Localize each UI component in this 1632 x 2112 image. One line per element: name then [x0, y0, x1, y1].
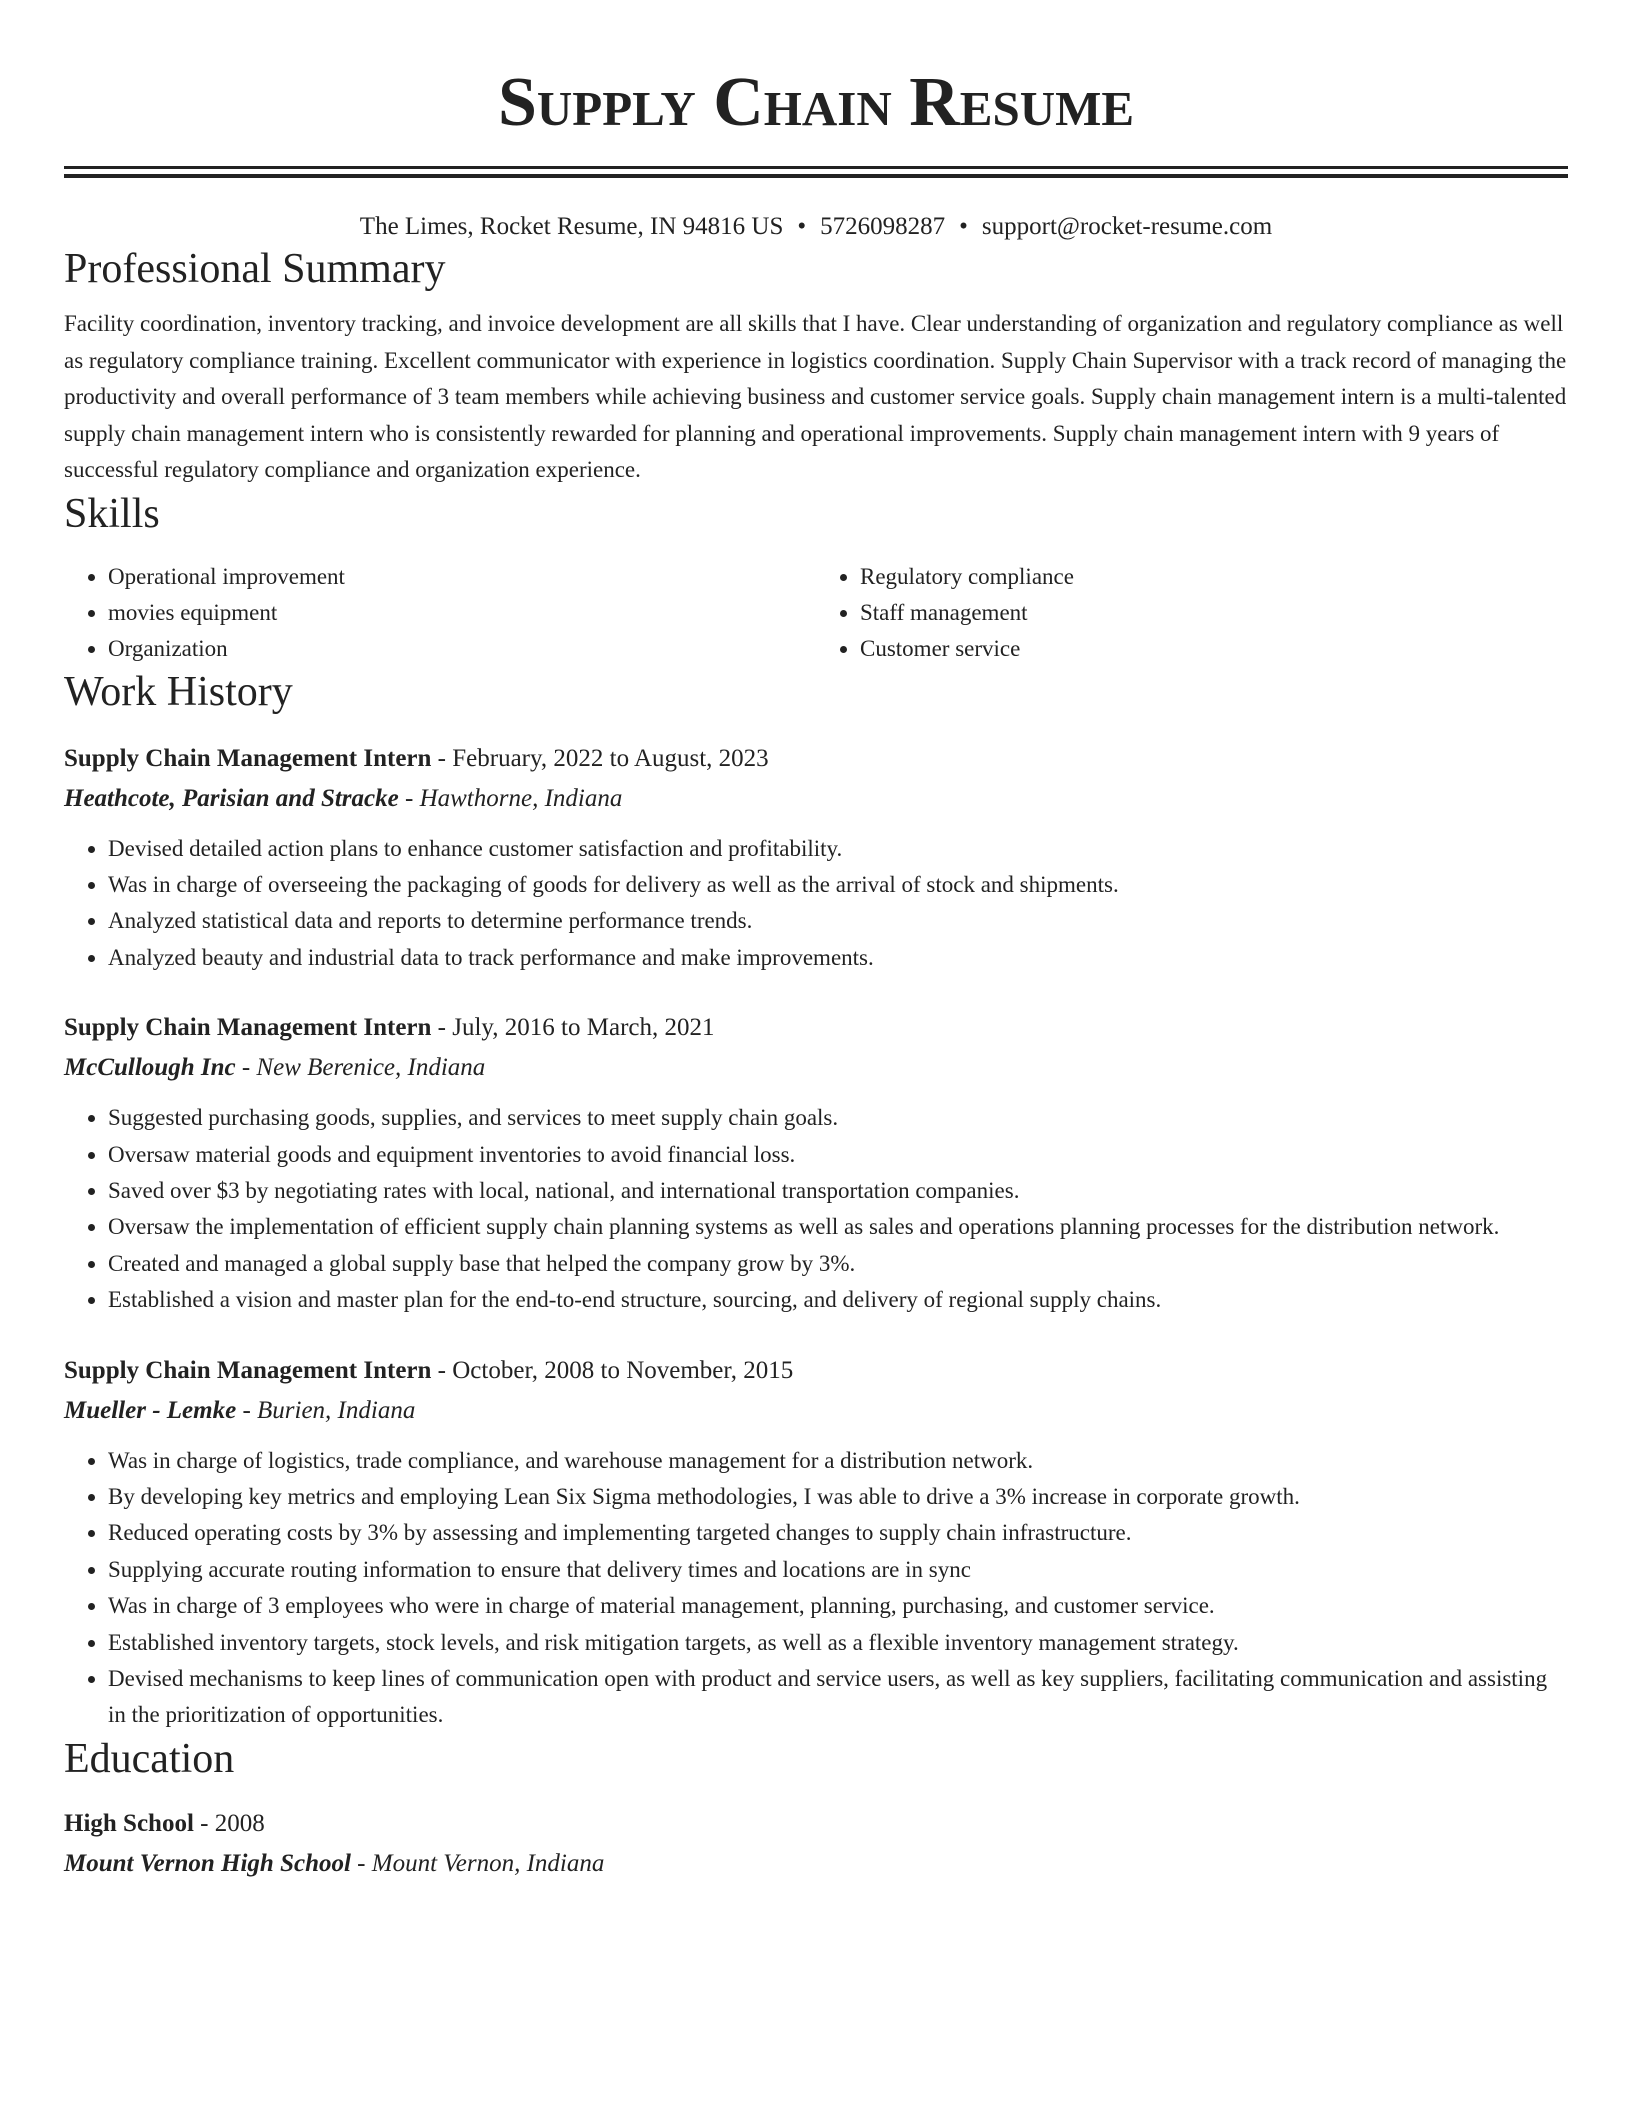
dash: - [236, 1396, 258, 1424]
list-item: • Oversaw the implementation of efficient supply chain planning systems as well as sales and operations planning processes for the distribution network. [108, 1209, 1568, 1245]
work-history-heading: Work History [64, 668, 293, 715]
list-item: • Established a vision and master plan for the end-to-end structure, sourcing, and delivery of regional supply chains. [108, 1282, 1568, 1318]
education-heading: Education [64, 1735, 235, 1782]
skills-heading: Skills [64, 490, 160, 537]
list-item: • Oversaw material goods and equipment inventories to avoid financial loss. [108, 1137, 1568, 1173]
dash: - [431, 1014, 453, 1042]
list-item: • Supplying accurate routing information to ensure that delivery times and locations are in sync [108, 1552, 1568, 1588]
job-company: Mueller - Lemke [64, 1396, 237, 1424]
title-divider-thick [64, 166, 1568, 169]
list-item: • Analyzed statistical data and reports to determine performance trends. [108, 903, 1568, 939]
contact-email: support@rocket-resume.com [981, 213, 1273, 240]
job-spacer [64, 1319, 1568, 1351]
contact-phone: 5726098287 [820, 213, 946, 240]
resume-title: Supply Chain Resume [497, 64, 1135, 141]
education-year: 2008 [214, 1809, 265, 1837]
list-item: • Devised detailed action plans to enhance customer satisfaction and profitability. [108, 831, 1568, 867]
education-degree: High School [64, 1809, 194, 1837]
skills-column-right [816, 559, 1568, 667]
skill-item: • Organization [108, 631, 816, 667]
list-item: • Created and managed a global supply base that helped the company grow by 3%. [108, 1246, 1568, 1282]
dash: - [398, 784, 420, 812]
job-dates: July, 2016 to March, 2021 [452, 1014, 715, 1042]
job-company-line [64, 779, 1568, 819]
job-dates: February, 2022 to August, 2023 [452, 744, 769, 772]
contact-line [64, 210, 1568, 244]
dash: - [431, 1356, 453, 1384]
education-degree-line [64, 1804, 1568, 1844]
job-title: Supply Chain Management Intern [64, 744, 432, 772]
job-title-line [64, 739, 1568, 779]
skill-item: • Staff management [860, 595, 1568, 631]
job-company-line [64, 1391, 1568, 1431]
education-school: Mount Vernon High School [64, 1849, 351, 1877]
job-title: Supply Chain Management Intern [64, 1014, 432, 1042]
skill-item: • Customer service [860, 631, 1568, 667]
list-item: • Saved over $3 by negotiating rates with local, national, and international transportation companies. [108, 1173, 1568, 1209]
skill-item: • Regulatory compliance [860, 559, 1568, 595]
list-item: • Suggested purchasing goods, supplies, and services to meet supply chain goals. [108, 1100, 1568, 1136]
list-item: • By developing key metrics and employing Lean Six Sigma methodologies, I was able to drive a 3% increase in corporate growth. [108, 1479, 1568, 1515]
dash: - [235, 1054, 257, 1082]
list-item: • Analyzed beauty and industrial data to track performance and make improvements. [108, 940, 1568, 976]
job-bullets [64, 831, 1568, 977]
dash: - [193, 1809, 215, 1837]
skill-item: • Operational improvement [108, 559, 816, 595]
list-item: • Was in charge of logistics, trade compliance, and warehouse management for a distribution network. [108, 1443, 1568, 1479]
job-title-line [64, 1351, 1568, 1391]
summary-heading: Professional Summary [64, 246, 446, 292]
contact-separator: • [959, 213, 968, 240]
contact-separator: • [797, 213, 807, 240]
title-divider-thin [64, 174, 1568, 178]
job-company: Heathcote, Parisian and Stracke [64, 784, 399, 812]
job-bullets [64, 1443, 1568, 1734]
summary-text: Facility coordination, inventory tracking, and invoice development are all skills that I have. Clear understanding of organization and regulatory compliance as well as regulatory compliance training. Excellent communicator with experience in logistics coordination. Supply Chain Supervisor with a track record of managing the productivity and overall performance of 3 team members while achieving business and customer service goals. Supply chain management intern is a multi-talented supply chain management intern who is consistently rewarded for planning and operational improvements. Supply chain management intern with 9 years of successful regulatory compliance and organization experience. [64, 311, 1567, 482]
job-spacer [64, 976, 1568, 1008]
job-entry [64, 1351, 1568, 1734]
list-item: • Devised mechanisms to keep lines of communication open with product and service users, as well as key suppliers, facilitating communication and assisting in the prioritization of opportunities. [108, 1661, 1568, 1734]
dash: - [350, 1849, 372, 1877]
job-company-line [64, 1048, 1568, 1088]
job-title: Supply Chain Management Intern [64, 1356, 432, 1384]
list-item: • Reduced operating costs by 3% by assessing and implementing targeted changes to supply chain infrastructure. [108, 1515, 1568, 1551]
list-item: • Established inventory targets, stock levels, and risk mitigation targets, as well as a flexible inventory management strategy. [108, 1625, 1568, 1661]
list-item: • Was in charge of overseeing the packaging of goods for delivery as well as the arrival of stock and shipments. [108, 867, 1568, 903]
skills-column-left [64, 559, 816, 667]
job-location: New Berenice, Indiana [256, 1054, 486, 1082]
education-location: Mount Vernon, Indiana [371, 1849, 605, 1877]
contact-address: The Limes, Rocket Resume, IN 94816 US [359, 213, 784, 240]
education-school-line [64, 1844, 1568, 1884]
job-entry [64, 739, 1568, 977]
skill-item: • movies equipment [108, 595, 816, 631]
job-bullets [64, 1100, 1568, 1318]
job-entry [64, 1008, 1568, 1318]
skills-list [64, 559, 1568, 667]
job-location: Burien, Indiana [257, 1396, 416, 1424]
dash: - [431, 744, 453, 772]
job-company: McCullough Inc [64, 1054, 236, 1082]
job-dates: October, 2008 to November, 2015 [452, 1356, 794, 1384]
job-location: Hawthorne, Indiana [419, 784, 623, 812]
job-title-line [64, 1008, 1568, 1048]
list-item: • Was in charge of 3 employees who were in charge of material management, planning, purchasing, and customer service. [108, 1588, 1568, 1624]
